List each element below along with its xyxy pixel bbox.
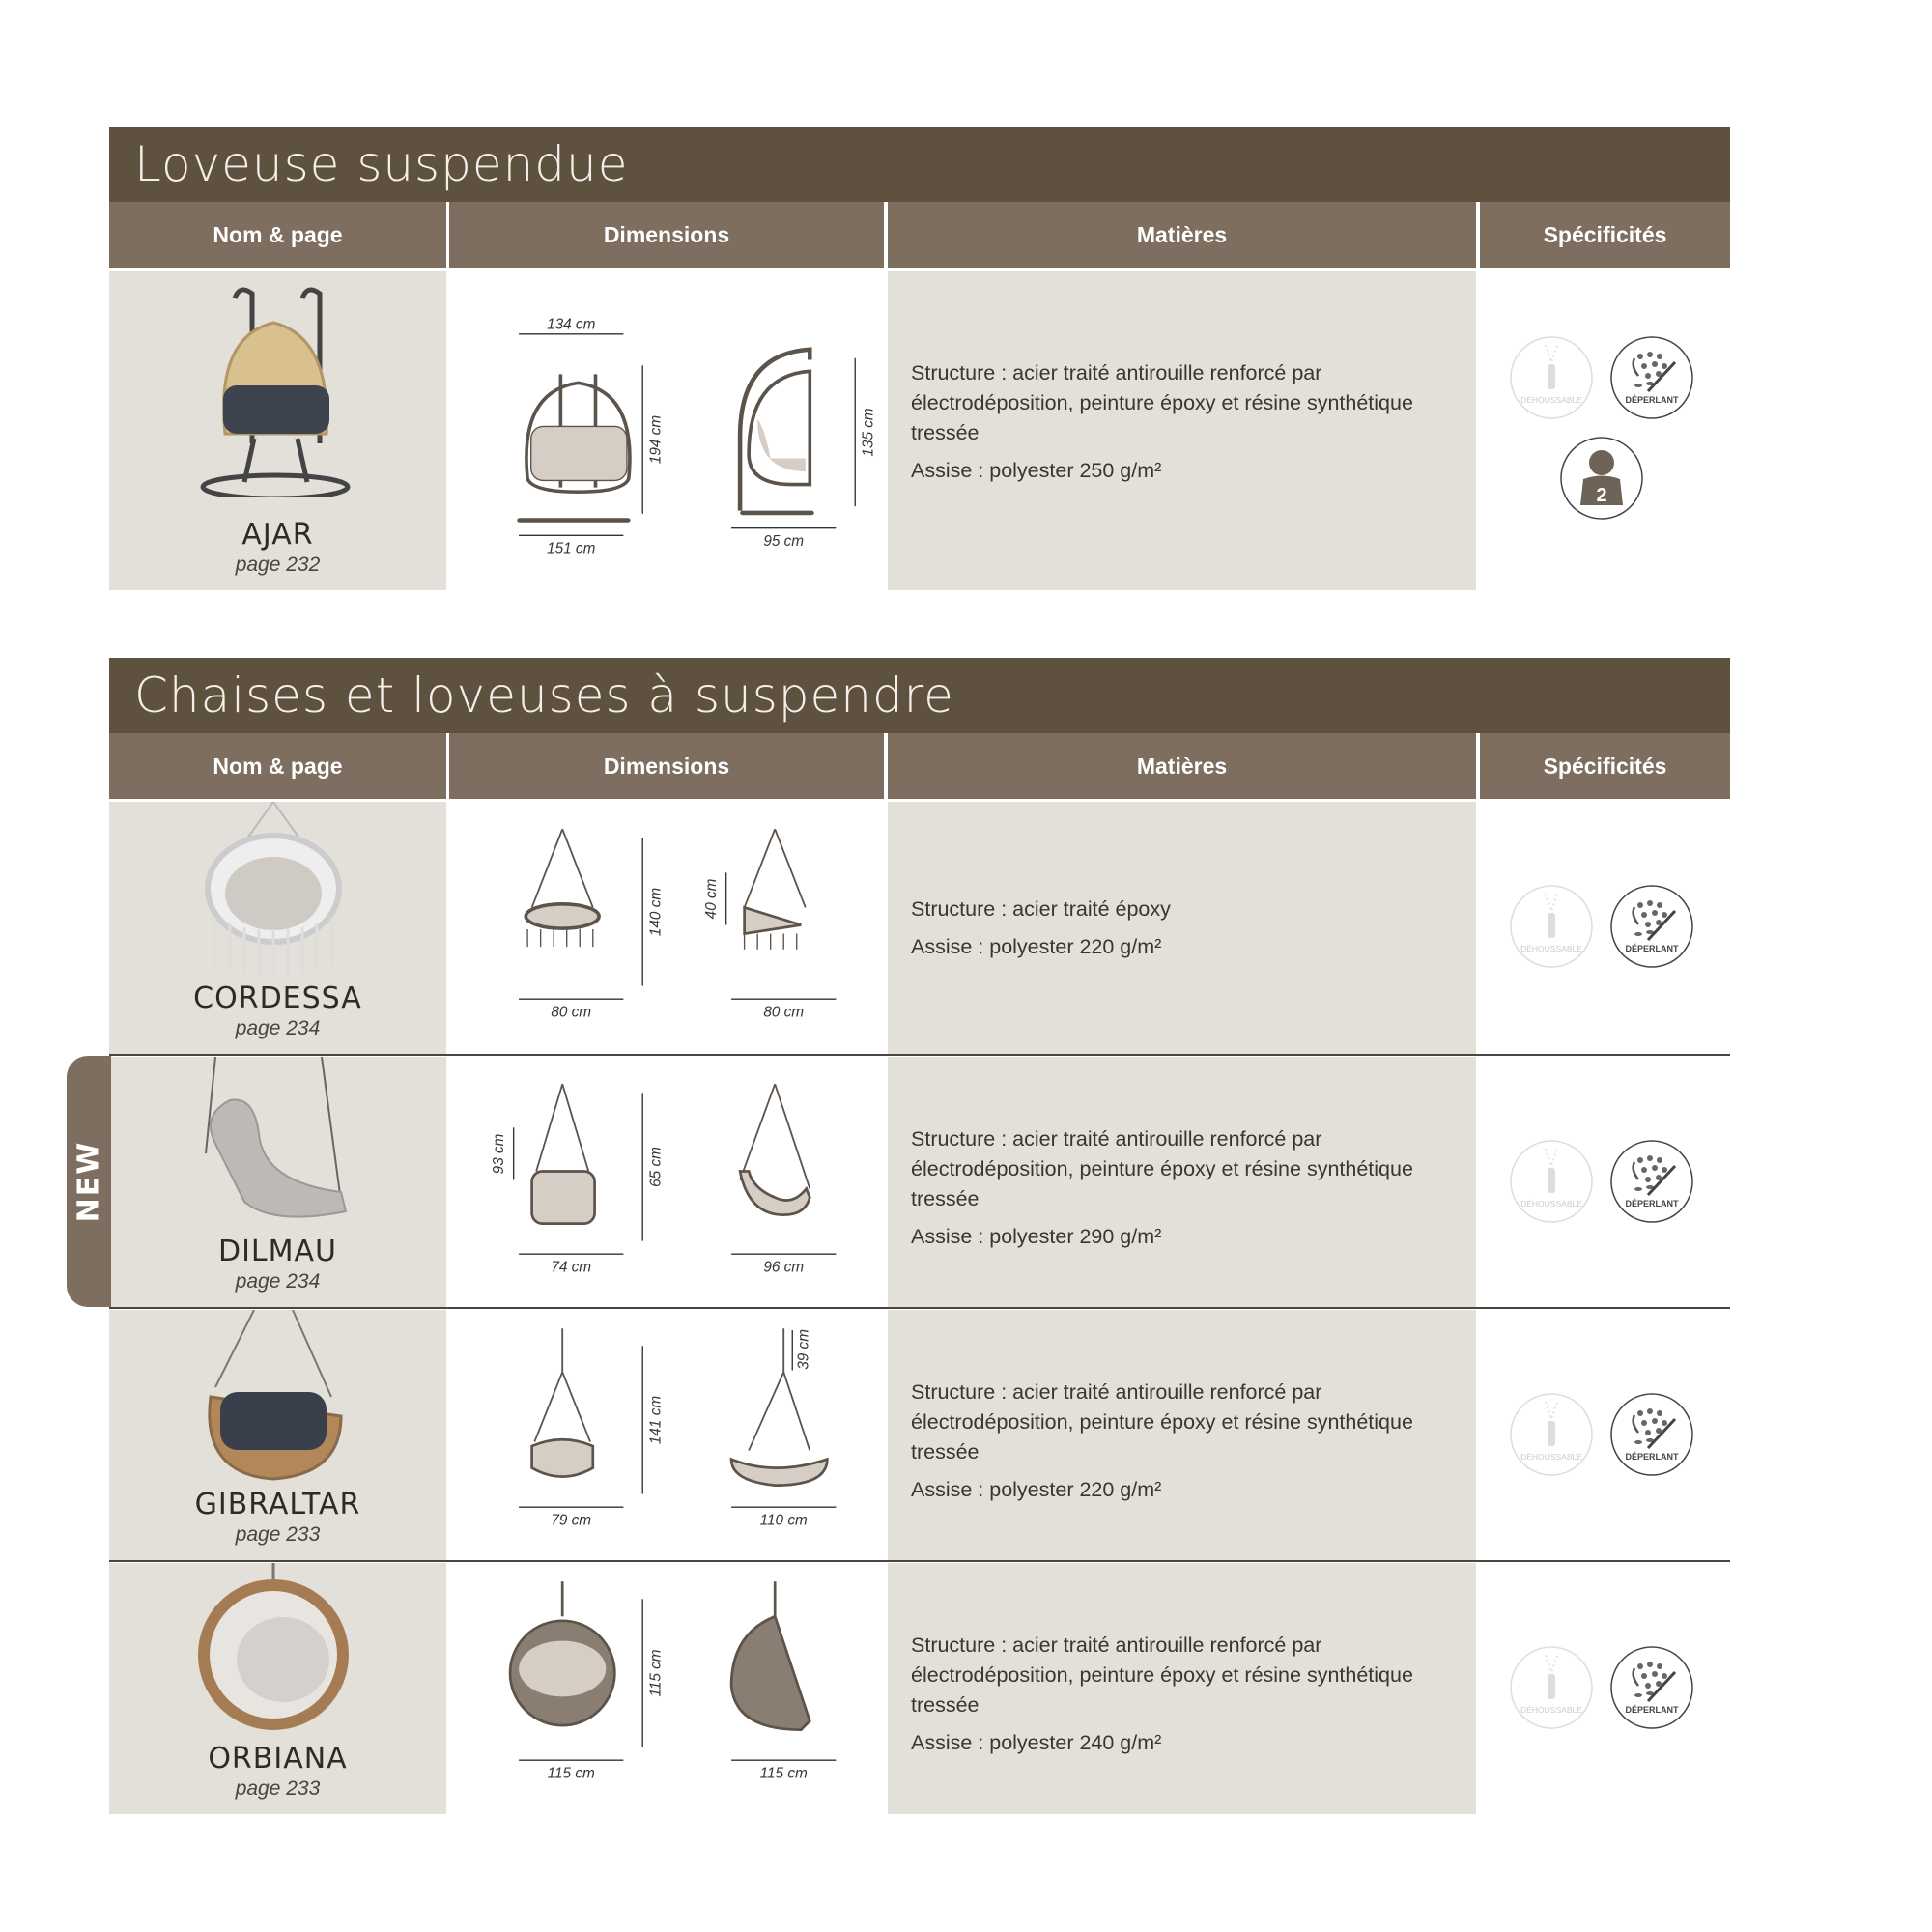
dim-left-height-label: 93 cm — [490, 1133, 507, 1175]
svg-text:DÉPERLANT: DÉPERLANT — [1625, 395, 1679, 405]
dim-top-height-label: 39 cm — [795, 1329, 812, 1370]
dim-height-label: 141 cm — [647, 1395, 665, 1445]
dehoussable-icon — [1509, 1139, 1594, 1229]
new-badge-label: NEW — [71, 1140, 106, 1223]
side-view-drawing — [705, 1065, 884, 1292]
dimensions-cell — [449, 802, 884, 1054]
column-header: Nom & page — [109, 733, 446, 799]
materials-text — [911, 1124, 1457, 1260]
side-view-drawing — [705, 1571, 884, 1798]
front-view-drawing — [493, 1571, 671, 1798]
product-page-link[interactable]: page 232 — [235, 554, 321, 576]
dim-width-label: 151 cm — [547, 540, 596, 557]
product-photo — [196, 279, 355, 501]
svg-text:DÉHOUSSABLE: DÉHOUSSABLE — [1520, 395, 1582, 405]
product-page-link[interactable]: page 233 — [235, 1523, 321, 1546]
product-name: DILMAU — [217, 1235, 338, 1268]
front-view-drawing — [493, 300, 671, 566]
column-header: Matières — [888, 202, 1476, 268]
product-page-link[interactable]: page 234 — [235, 1017, 321, 1039]
dim-height-label: 115 cm — [647, 1649, 665, 1697]
product-cell — [109, 1310, 446, 1560]
side-view-drawing — [702, 810, 884, 1037]
specs-cell — [1480, 1057, 1730, 1307]
side-view-drawing — [705, 1318, 884, 1545]
section-title: Chaises et loveuses à suspendre — [109, 658, 1730, 733]
front-view-drawing — [493, 1318, 671, 1545]
materials-line: Structure : acier traité antirouille renforcé par électrodéposition, peinture époxy et résine synthétique tressée — [911, 1380, 1413, 1463]
materials-line: Assise : polyester 220 g/m² — [911, 935, 1162, 958]
materials-text — [911, 1631, 1457, 1766]
svg-text:DÉHOUSSABLE: DÉHOUSSABLE — [1520, 1199, 1582, 1208]
dim-height-label: 194 cm — [647, 414, 665, 465]
specs-cell — [1480, 802, 1730, 1054]
materials-cell — [888, 802, 1476, 1054]
dim-width-label: 79 cm — [551, 1512, 592, 1529]
new-badge — [67, 1056, 111, 1307]
column-header: Dimensions — [449, 733, 884, 799]
column-header: Spécificités — [1480, 733, 1730, 799]
dim-width-label: 115 cm — [547, 1765, 595, 1782]
deperlant-icon — [1609, 1139, 1694, 1229]
dim-height-label: 140 cm — [647, 887, 665, 937]
deperlant-icon — [1609, 884, 1694, 974]
product-cell — [109, 1563, 446, 1814]
front-view-drawing — [490, 1065, 671, 1292]
dim-width-label: 80 cm — [763, 1004, 805, 1021]
dehoussable-icon — [1509, 335, 1594, 425]
side-view-drawing — [705, 329, 884, 566]
svg-text:DÉPERLANT: DÉPERLANT — [1625, 944, 1679, 953]
materials-line: Structure : acier traité antirouille renforcé par électrodéposition, peinture époxy et résine synthétique tressée — [911, 1634, 1413, 1717]
svg-text:DÉHOUSSABLE: DÉHOUSSABLE — [1520, 1705, 1582, 1715]
dim-width-label: 80 cm — [551, 1004, 592, 1021]
product-name: CORDESSA — [193, 981, 362, 1015]
specs-cell — [1480, 1310, 1730, 1560]
deperlant-icon — [1609, 335, 1694, 425]
materials-text — [911, 895, 1457, 970]
materials-cell — [888, 1310, 1476, 1560]
dim-left-height-label: 40 cm — [702, 878, 720, 920]
dim-width-label: 74 cm — [551, 1259, 592, 1276]
product-page-link[interactable]: page 233 — [235, 1777, 321, 1800]
materials-line: Assise : polyester 250 g/m² — [911, 459, 1162, 482]
svg-text:2: 2 — [1596, 485, 1607, 506]
materials-line: Structure : acier traité antirouille renforcé par électrodéposition, peinture époxy et résine synthétique tressée — [911, 361, 1413, 444]
product-name: ORBIANA — [208, 1742, 348, 1776]
deperlant-icon — [1609, 1645, 1694, 1735]
dehoussable-icon — [1509, 1645, 1594, 1735]
materials-line: Assise : polyester 240 g/m² — [911, 1731, 1162, 1754]
column-header: Spécificités — [1480, 202, 1730, 268]
dim-width-label: 115 cm — [759, 1765, 808, 1782]
product-name: AJAR — [242, 518, 314, 552]
row-divider — [109, 1560, 1730, 1562]
product-cell — [109, 271, 446, 590]
front-view-drawing — [493, 810, 671, 1037]
specs-cell — [1480, 271, 1730, 590]
materials-cell — [888, 1057, 1476, 1307]
materials-cell — [888, 271, 1476, 590]
dim-width-label: 96 cm — [763, 1259, 805, 1276]
product-name: GIBRALTAR — [194, 1488, 361, 1521]
row-divider — [109, 1307, 1730, 1309]
deperlant-icon — [1609, 1392, 1694, 1482]
dehoussable-icon — [1509, 1392, 1594, 1482]
product-page-link[interactable]: page 234 — [235, 1270, 321, 1293]
product-cell — [109, 1057, 446, 1307]
materials-text — [911, 1378, 1457, 1513]
svg-text:DÉPERLANT: DÉPERLANT — [1625, 1199, 1679, 1208]
materials-line: Structure : acier traité antirouille renforcé par électrodéposition, peinture époxy et résine synthétique tressée — [911, 1127, 1413, 1210]
row-divider — [109, 1054, 1730, 1056]
svg-text:DÉPERLANT: DÉPERLANT — [1625, 1452, 1679, 1462]
column-header: Nom & page — [109, 202, 446, 268]
materials-cell — [888, 1563, 1476, 1814]
dimensions-cell — [449, 1310, 884, 1560]
specs-cell — [1480, 1563, 1730, 1814]
svg-text:DÉHOUSSABLE: DÉHOUSSABLE — [1520, 944, 1582, 953]
dimensions-cell — [449, 271, 884, 590]
dim-width-label: 110 cm — [759, 1512, 808, 1529]
column-header: Matières — [888, 733, 1476, 799]
materials-line: Assise : polyester 290 g/m² — [911, 1225, 1162, 1248]
svg-text:DÉPERLANT: DÉPERLANT — [1625, 1705, 1679, 1715]
product-cell — [109, 802, 446, 1054]
materials-line: Assise : polyester 220 g/m² — [911, 1478, 1162, 1501]
materials-line: Structure : acier traité époxy — [911, 897, 1171, 921]
dimensions-cell — [449, 1563, 884, 1814]
column-header: Dimensions — [449, 202, 884, 268]
dim-width-label: 95 cm — [763, 532, 805, 550]
dim-height-label: 135 cm — [860, 408, 877, 457]
persons-icon — [1559, 436, 1644, 526]
dim-height-label: 65 cm — [647, 1147, 665, 1187]
section-title: Loveuse suspendue — [109, 127, 1730, 202]
dimensions-cell — [449, 1057, 884, 1307]
materials-text — [911, 358, 1457, 494]
dehoussable-icon — [1509, 884, 1594, 974]
svg-text:DÉHOUSSABLE: DÉHOUSSABLE — [1520, 1452, 1582, 1462]
dim-top-width-label: 134 cm — [547, 316, 596, 333]
